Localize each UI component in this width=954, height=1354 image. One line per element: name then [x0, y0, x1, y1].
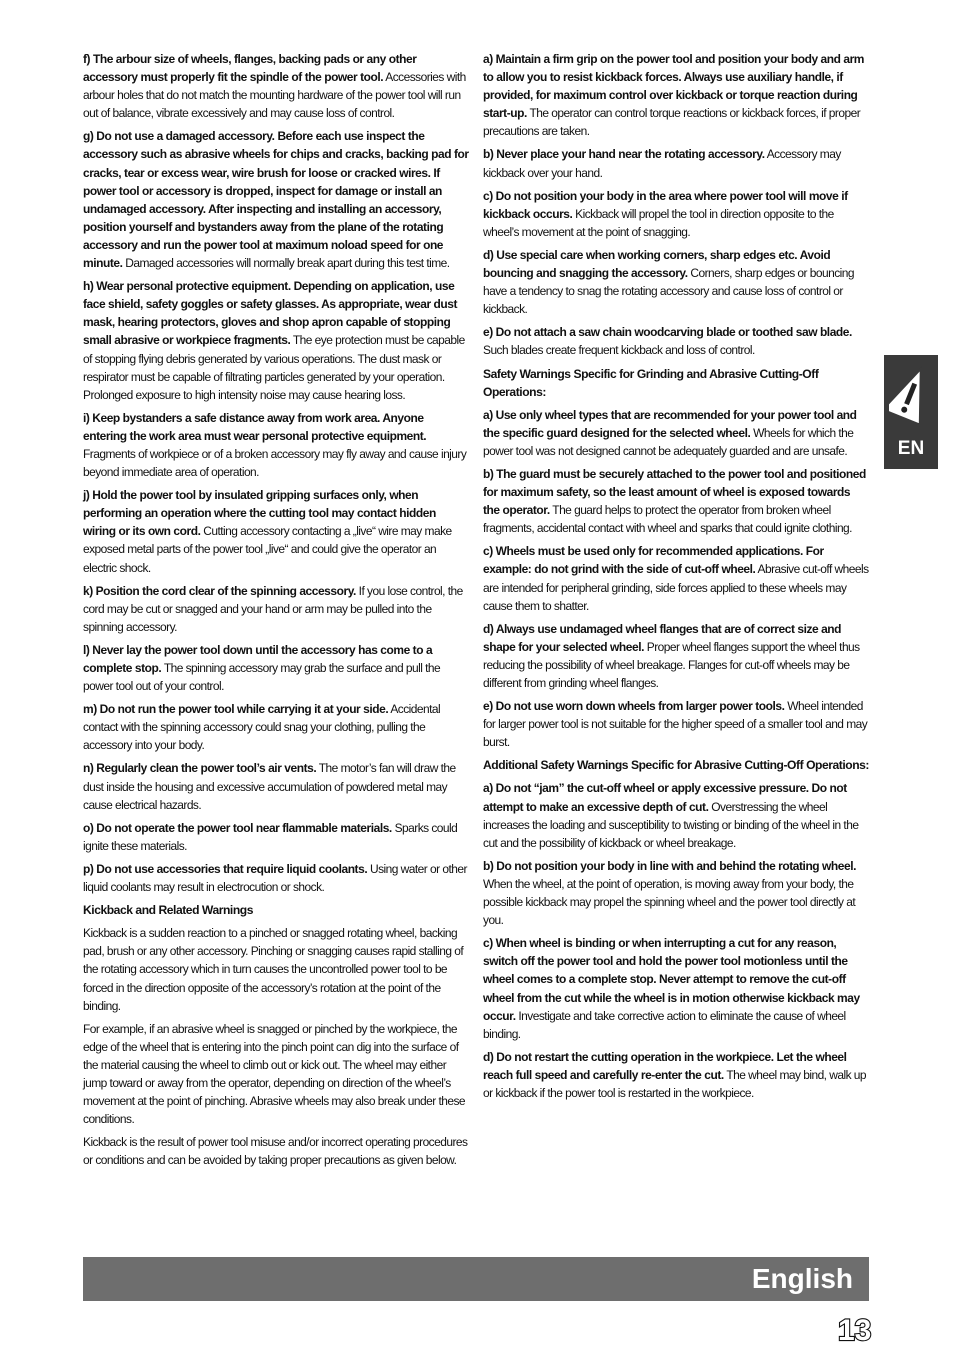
- instruction-bold: d) Always use undamaged wheel flanges that are of correct size and shape for your selected wheel.: [483, 621, 842, 654]
- language-tab: [884, 355, 938, 469]
- instruction-paragraph: [483, 779, 869, 851]
- instruction-paragraph: [83, 127, 469, 272]
- instruction-body: The eye protection must be capable of stopping flying debris generated by various operations. The dust mask or respirator must be capable of filtrating particles generated by your operation. Prolonged exposure to high intensity noise may cause hearing loss.: [83, 333, 465, 402]
- instruction-body: Cutting accessory contacting a „live“ wire may make exposed metal parts of the power tool „live“ and could give the operator an electric shock.: [83, 524, 452, 575]
- instruction-paragraph: [83, 1020, 469, 1129]
- instruction-body: Abrasive cut-off wheels are intended for peripheral grinding, side forces applied to these wheels may cause them to shatter.: [483, 562, 869, 613]
- instruction-bold: e) Do not use worn down wheels from larger power tools.: [483, 699, 785, 714]
- instruction-paragraph: [83, 277, 469, 404]
- instruction-body: Accidental contact with the spinning accessory could snag your clothing, pulling the accessory into your body.: [83, 702, 441, 753]
- instruction-bold: d) Do not restart the cutting operation in the workpiece. Let the wheel reach full speed and carefully re-enter the cut.: [483, 1049, 847, 1082]
- instruction-body: The motor’s fan will draw the dust inside the housing and excessive accumulation of powdered metal may cause electrical hazards.: [83, 761, 456, 812]
- instruction-paragraph: [483, 934, 869, 1043]
- instruction-body: Investigate and take corrective action to eliminate the cause of wheel binding.: [483, 1008, 846, 1041]
- instruction-paragraph: [83, 819, 469, 855]
- page-number-text: 13: [838, 1314, 872, 1346]
- instruction-body: The spinning accessory may grab the surface and pull the power tool out of your control.: [83, 661, 441, 694]
- instruction-paragraph: [483, 1048, 869, 1102]
- instruction-paragraph: [483, 857, 869, 929]
- section-heading-text: Additional Safety Warnings Specific for Abrasive Cutting-Off Operations:: [483, 758, 869, 773]
- instruction-bold: b) Do not position your body in line with and behind the rotating wheel.: [483, 858, 856, 873]
- page-number: [836, 1310, 876, 1346]
- instruction-paragraph: [483, 246, 869, 318]
- instruction-body: Wheels for which the power tool was not designed cannot be adequately guarded and are unsafe.: [483, 425, 854, 458]
- instruction-body: Damaged accessories will normally break apart during this test time.: [122, 256, 450, 271]
- instruction-paragraph: [483, 620, 869, 692]
- instruction-bold: e) Do not attach a saw chain woodcarving blade or toothed saw blade.: [483, 325, 852, 340]
- instruction-body: Overstressing the wheel increases the loading and susceptibility to twisting or binding of the wheel in the cut and the possibility of kickback or wheel breakage.: [483, 799, 859, 850]
- language-name: English: [751, 1263, 853, 1294]
- instruction-bold: a) Maintain a firm grip on the power tool and position your body and arm to allow you to resist kickback forces. Always use auxiliary handle, if provided, for maximum control over kickback or torque reaction during start-up.: [483, 52, 865, 121]
- instruction-body: Fragments of workpiece or of a broken accessory may fly away and cause injury beyond immediate area of operation.: [83, 446, 467, 480]
- instruction-paragraph: [483, 697, 869, 751]
- section-heading: [483, 365, 873, 401]
- instruction-body: Kickback will propel the tool in direction opposite to the wheel’s movement at the point of snagging.: [483, 206, 834, 239]
- instruction-body: Accessories with arbour holes that do not match the mounting hardware of the power tool will run out of balance, vibrate excessively and may cause loss of control.: [83, 70, 466, 121]
- section-heading: [483, 756, 873, 774]
- instruction-body: For example, if an abrasive wheel is snagged or pinched by the workpiece, the edge of the wheel that is entering into the pinch point can dig into the surface of the material causing the wheel to climb out or kick out. The wheel may either jump toward or away from the operator, depending on direction of the wheel’s movement at the point of pinching. Abrasive wheels may also break under these conditions.: [83, 1021, 466, 1127]
- instruction-bold: a) Use only wheel types that are recommended for your power tool and the specific guard designed for the selected wheel.: [483, 407, 857, 440]
- instruction-bold: c) Wheels must be used only for recommended applications. For example: do not grind with the side of cut-off wheel.: [483, 544, 824, 577]
- instruction-bold: l) Never lay the power tool down until the accessory has come to a complete stop.: [83, 642, 433, 675]
- instruction-paragraph: [483, 542, 869, 614]
- instruction-bold: o) Do not operate the power tool near flammable materials.: [83, 820, 392, 835]
- instruction-paragraph: [483, 145, 869, 181]
- instruction-body: If you lose control, the cord may be cut or snagged and your hand or arm may be pulled into the spinning accessory.: [83, 583, 463, 634]
- instruction-bold: c) Do not position your body in the area where power tool will move if kickback occurs.: [483, 188, 848, 221]
- instruction-body: Using water or other liquid coolants may result in electrocution or shock.: [83, 861, 467, 895]
- instruction-bold: j) Hold the power tool by insulated gripping surfaces only, when performing an operation where the cutting tool may contact hidden wiring or its own cord.: [83, 488, 436, 539]
- instruction-bold: k) Position the cord clear of the spinning accessory.: [83, 583, 356, 598]
- instruction-bold: m) Do not run the power tool while carrying it at your side.: [83, 702, 389, 717]
- instruction-paragraph: [83, 860, 469, 896]
- instruction-paragraph: [83, 582, 469, 636]
- left-column: [83, 50, 473, 1174]
- instruction-paragraph: [483, 406, 869, 460]
- instruction-bold: a) Do not “jam” the cut-off wheel or apply excessive pressure. Do not attempt to make an excessive depth of cut.: [483, 781, 847, 814]
- instruction-bold: h) Wear personal protective equipment. Depending on application, use face shield, safety goggles or safety glasses. As appropriate, wear dust mask, hearing protectors, gloves and shop apron capable of stopping small abrasive or workpiece fragments.: [83, 279, 458, 348]
- instruction-paragraph: [83, 1133, 469, 1169]
- section-heading-text: Kickback and Related Warnings: [83, 903, 253, 918]
- language-banner: [83, 1257, 869, 1301]
- instruction-body: The operator can control torque reactions or kickback forces, if proper precautions are taken.: [483, 106, 861, 139]
- section-heading-text: Safety Warnings Specific for Grinding and Abrasive Cutting-Off Operations:: [483, 366, 819, 399]
- instruction-paragraph: [83, 700, 469, 754]
- instruction-bold: n) Regularly clean the power tool’s air vents.: [83, 761, 317, 776]
- section-heading: [83, 901, 473, 919]
- instruction-bold: b) The guard must be securely attached to the power tool and positioned for maximum safety, so the least amount of wheel is exposed towards the operator.: [483, 466, 866, 518]
- instruction-paragraph: [83, 486, 469, 576]
- instruction-paragraph: [83, 50, 469, 122]
- instruction-bold: g) Do not use a damaged accessory. Before each use inspect the accessory such as abrasive wheels for chips and cracks, backing pad for cracks, tear or excess wear, wire brush for loose or cracked wires. If power tool or accessory is dropped, inspect for damage or install an undamaged accessory. After inspecting and installing an accessory, position yourself and bystanders away from the plane of the rotating accessory and run the power tool at maximum noload speed for one minute.: [83, 129, 469, 271]
- instruction-bold: i) Keep bystanders a safe distance away from work area. Anyone entering the work area must wear personal protective equipment.: [83, 410, 427, 443]
- language-code: EN: [897, 438, 925, 459]
- warning-icon: [889, 363, 933, 423]
- instruction-paragraph: [483, 187, 869, 241]
- instruction-paragraph: [83, 409, 469, 481]
- instruction-bold: p) Do not use accessories that require liquid coolants.: [83, 861, 368, 876]
- instruction-bold: b) Never place your hand near the rotating accessory.: [483, 147, 765, 162]
- instruction-body: Wheel intended for larger power tool is not suitable for the higher speed of a smaller tool and may burst.: [483, 699, 868, 750]
- instruction-paragraph: [483, 323, 869, 359]
- instruction-body: Kickback is a sudden reaction to a pinched or snagged rotating wheel, backing pad, brush or any other accessory. Pinching or snagging causes rapid stalling of the rotating accessory which in turn causes the uncontrolled power tool to be forced in the direction opposite of the accessory’s rotation at the point of the binding.: [83, 926, 464, 1013]
- instruction-body: Corners, sharp edges or bouncing have a tendency to snag the rotating accessory and cause loss of control or kickback.: [483, 266, 855, 317]
- instruction-bold: c) When wheel is binding or when interrupting a cut for any reason, switch off the power tool and hold the power tool motionless until the wheel comes to a complete stop. Never attempt to remove the cut-off wheel from the cut while the wheel is in motion otherwise kickback may occur.: [483, 936, 860, 1023]
- instruction-body: The guard helps to protect the operator from broken wheel fragments, accidental contact with wheel and sparks that could ignite clothing.: [483, 503, 852, 536]
- instruction-body: Such blades create frequent kickback and loss of control.: [483, 343, 755, 358]
- instruction-paragraph: [483, 50, 869, 140]
- instruction-body: The wheel may bind, walk up or kickback if the power tool is restarted in the workpiece.: [483, 1067, 867, 1100]
- instruction-body: Sparks could ignite these materials.: [83, 820, 458, 853]
- instruction-body: Kickback is the result of power tool misuse and/or incorrect operating procedures or conditions and can be avoided by taking proper precautions as given below.: [83, 1135, 468, 1168]
- instruction-bold: f) The arbour size of wheels, flanges, backing pads or any other accessory must properly fit the spindle of the power tool.: [83, 52, 417, 85]
- instruction-paragraph: [83, 759, 469, 813]
- instruction-paragraph: [83, 641, 469, 695]
- instruction-paragraph: [83, 924, 469, 1014]
- instruction-body: Accessory may kickback over your hand.: [483, 147, 841, 180]
- instruction-body: Proper wheel flanges support the wheel thus reducing the possibility of wheel breakage. Flanges for cut-off wheels may be different from grinding wheel flanges.: [483, 639, 860, 690]
- instruction-body: When the wheel, at the point of operation, is moving away from your body, the possible kickback may propel the spinning wheel and the power tool directly at you.: [483, 876, 856, 928]
- instruction-paragraph: [483, 465, 869, 537]
- right-column: [483, 50, 873, 1107]
- instruction-bold: d) Use special care when working corners, sharp edges etc. Avoid bouncing and snagging the accessory.: [483, 247, 831, 281]
